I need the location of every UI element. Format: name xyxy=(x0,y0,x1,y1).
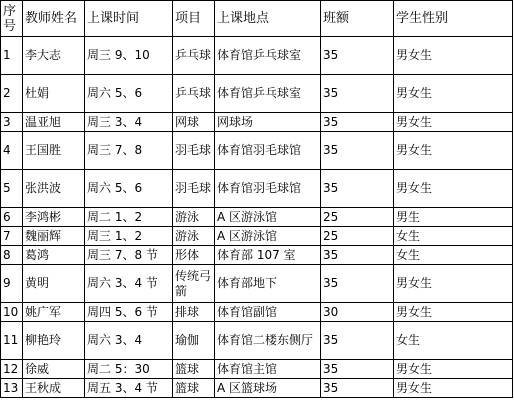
cell-teacher: 柳艳玲 xyxy=(23,322,85,360)
cell-sport: 篮球 xyxy=(173,360,215,379)
cell-index: 1 xyxy=(1,37,23,75)
cell-class-size: 35 xyxy=(321,113,394,132)
cell-class-size: 35 xyxy=(321,322,394,360)
cell-index: 11 xyxy=(1,322,23,360)
cell-teacher: 李鸿彬 xyxy=(23,208,85,227)
cell-time: 周三 7、8 xyxy=(85,132,173,170)
cell-location: 体育馆羽毛球馆 xyxy=(215,132,321,170)
header-time: 上课时间 xyxy=(85,1,173,37)
cell-sport: 篮球 xyxy=(173,379,215,398)
cell-index: 12 xyxy=(1,360,23,379)
cell-location: 体育部地下 xyxy=(215,265,321,303)
cell-index: 2 xyxy=(1,75,23,113)
cell-class-size: 35 xyxy=(321,379,394,398)
cell-gender: 男女生 xyxy=(394,75,513,113)
cell-index: 9 xyxy=(1,265,23,303)
cell-teacher: 温亚旭 xyxy=(23,113,85,132)
header-class-size: 班额 xyxy=(321,1,394,37)
table-row xyxy=(1,227,513,246)
cell-gender: 男生 xyxy=(394,208,513,227)
cell-gender: 男女生 xyxy=(394,303,513,322)
cell-index: 13 xyxy=(1,379,23,398)
cell-sport: 传统弓箭 xyxy=(173,265,215,303)
cell-class-size: 35 xyxy=(321,170,394,208)
cell-time: 周三 1、2 xyxy=(85,227,173,246)
cell-class-size: 35 xyxy=(321,265,394,303)
cell-location: 体育馆副馆 xyxy=(215,303,321,322)
cell-index: 6 xyxy=(1,208,23,227)
cell-location: A 区篮球场 xyxy=(215,379,321,398)
cell-sport: 瑜伽 xyxy=(173,322,215,360)
cell-teacher: 姚广军 xyxy=(23,303,85,322)
cell-gender: 男女生 xyxy=(394,113,513,132)
table-row xyxy=(1,75,513,113)
header-row xyxy=(1,1,513,37)
cell-teacher: 王国胜 xyxy=(23,132,85,170)
cell-time: 周三 7、8 节 xyxy=(85,246,173,265)
cell-sport: 羽毛球 xyxy=(173,170,215,208)
cell-class-size: 25 xyxy=(321,227,394,246)
cell-time: 周三 3、4 xyxy=(85,113,173,132)
cell-class-size: 30 xyxy=(321,303,394,322)
cell-gender: 男女生 xyxy=(394,379,513,398)
cell-class-size: 35 xyxy=(321,360,394,379)
table-row xyxy=(1,37,513,75)
table-row xyxy=(1,246,513,265)
table-row xyxy=(1,360,513,379)
header-sport: 项目 xyxy=(173,1,215,37)
cell-location: 网球场 xyxy=(215,113,321,132)
cell-index: 7 xyxy=(1,227,23,246)
cell-gender: 女生 xyxy=(394,246,513,265)
cell-location: 体育馆二楼东侧厅 xyxy=(215,322,321,360)
cell-location: 体育部 107 室 xyxy=(215,246,321,265)
cell-teacher: 李大志 xyxy=(23,37,85,75)
header-location: 上课地点 xyxy=(215,1,321,37)
header-index: 序号 xyxy=(1,1,23,37)
cell-gender: 男女生 xyxy=(394,132,513,170)
cell-sport: 乒乓球 xyxy=(173,37,215,75)
cell-sport: 形体 xyxy=(173,246,215,265)
cell-class-size: 35 xyxy=(321,75,394,113)
cell-gender: 男女生 xyxy=(394,265,513,303)
cell-time: 周五 3、4 节 xyxy=(85,379,173,398)
cell-gender: 男女生 xyxy=(394,170,513,208)
table-row xyxy=(1,208,513,227)
cell-time: 周三 9、10 xyxy=(85,37,173,75)
cell-time: 周二 1、2 xyxy=(85,208,173,227)
cell-teacher: 徐威 xyxy=(23,360,85,379)
header-teacher: 教师姓名 xyxy=(23,1,85,37)
cell-time: 周二 5：30 xyxy=(85,360,173,379)
cell-sport: 乒乓球 xyxy=(173,75,215,113)
cell-location: A 区游泳馆 xyxy=(215,208,321,227)
table-row xyxy=(1,170,513,208)
table-row xyxy=(1,132,513,170)
cell-class-size: 35 xyxy=(321,246,394,265)
table-row xyxy=(1,265,513,303)
cell-index: 4 xyxy=(1,132,23,170)
cell-teacher: 王秋成 xyxy=(23,379,85,398)
cell-gender: 男女生 xyxy=(394,37,513,75)
cell-teacher: 魏丽辉 xyxy=(23,227,85,246)
cell-time: 周六 3、4 节 xyxy=(85,265,173,303)
cell-index: 5 xyxy=(1,170,23,208)
cell-class-size: 35 xyxy=(321,132,394,170)
cell-index: 3 xyxy=(1,113,23,132)
cell-gender: 男女生 xyxy=(394,360,513,379)
cell-teacher: 张洪波 xyxy=(23,170,85,208)
cell-location: A 区游泳馆 xyxy=(215,227,321,246)
cell-class-size: 25 xyxy=(321,208,394,227)
cell-location: 体育馆乒乓球室 xyxy=(215,75,321,113)
cell-sport: 羽毛球 xyxy=(173,132,215,170)
cell-sport: 游泳 xyxy=(173,227,215,246)
cell-sport: 游泳 xyxy=(173,208,215,227)
cell-time: 周六 5、6 xyxy=(85,170,173,208)
cell-teacher: 杜娟 xyxy=(23,75,85,113)
cell-time: 周六 5、6 xyxy=(85,75,173,113)
cell-time: 周六 3、4 xyxy=(85,322,173,360)
table-row xyxy=(1,303,513,322)
table-row xyxy=(1,322,513,360)
cell-location: 体育馆羽毛球馆 xyxy=(215,170,321,208)
table-row xyxy=(1,379,513,398)
cell-class-size: 35 xyxy=(321,37,394,75)
cell-index: 8 xyxy=(1,246,23,265)
cell-teacher: 葛鸿 xyxy=(23,246,85,265)
header-gender: 学生性别 xyxy=(394,1,513,37)
cell-index: 10 xyxy=(1,303,23,322)
cell-teacher: 黄明 xyxy=(23,265,85,303)
cell-gender: 女生 xyxy=(394,322,513,360)
cell-sport: 网球 xyxy=(173,113,215,132)
cell-time: 周四 5、6 节 xyxy=(85,303,173,322)
cell-gender: 女生 xyxy=(394,227,513,246)
cell-location: 体育馆乒乓球室 xyxy=(215,37,321,75)
cell-sport: 排球 xyxy=(173,303,215,322)
table-row xyxy=(1,113,513,132)
cell-location: 体育馆主馆 xyxy=(215,360,321,379)
